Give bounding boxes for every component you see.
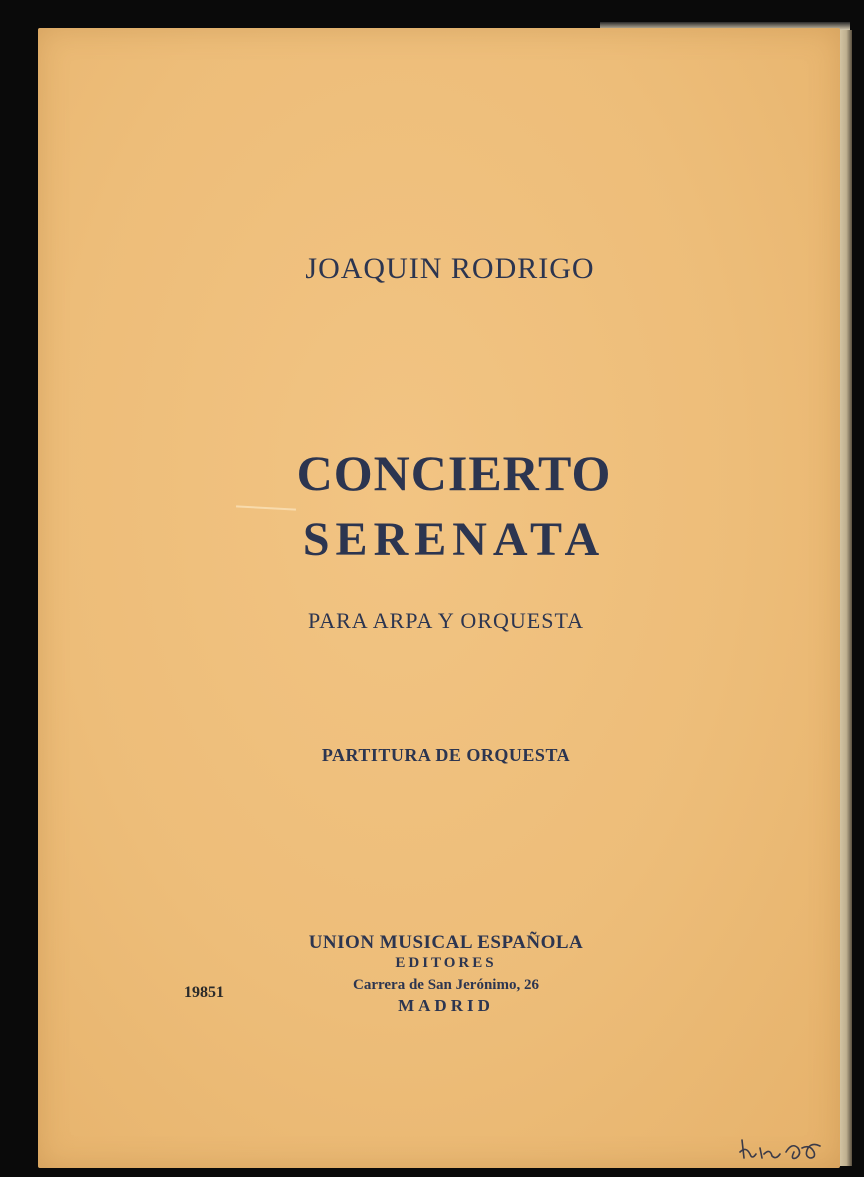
publisher-role: EDITORES [395,955,497,971]
score-type: PARTITURA DE ORQUESTA [321,745,571,765]
composer-name: JOAQUIN RODRIGO [305,252,595,285]
plate-number: 19851 [184,984,224,1001]
handwritten-scribble-icon [736,1118,832,1168]
subtitle: PARA ARPA Y ORQUESTA [307,608,585,633]
publisher-city: MADRID [398,996,494,1015]
title-line-1: CONCIERTO [296,445,612,501]
publisher-name: UNION MUSICAL ESPAÑOLA [308,932,584,953]
publisher-address: Carrera de San Jerónimo, 26 [353,977,539,993]
title-line-2: SERENATA [302,513,606,566]
